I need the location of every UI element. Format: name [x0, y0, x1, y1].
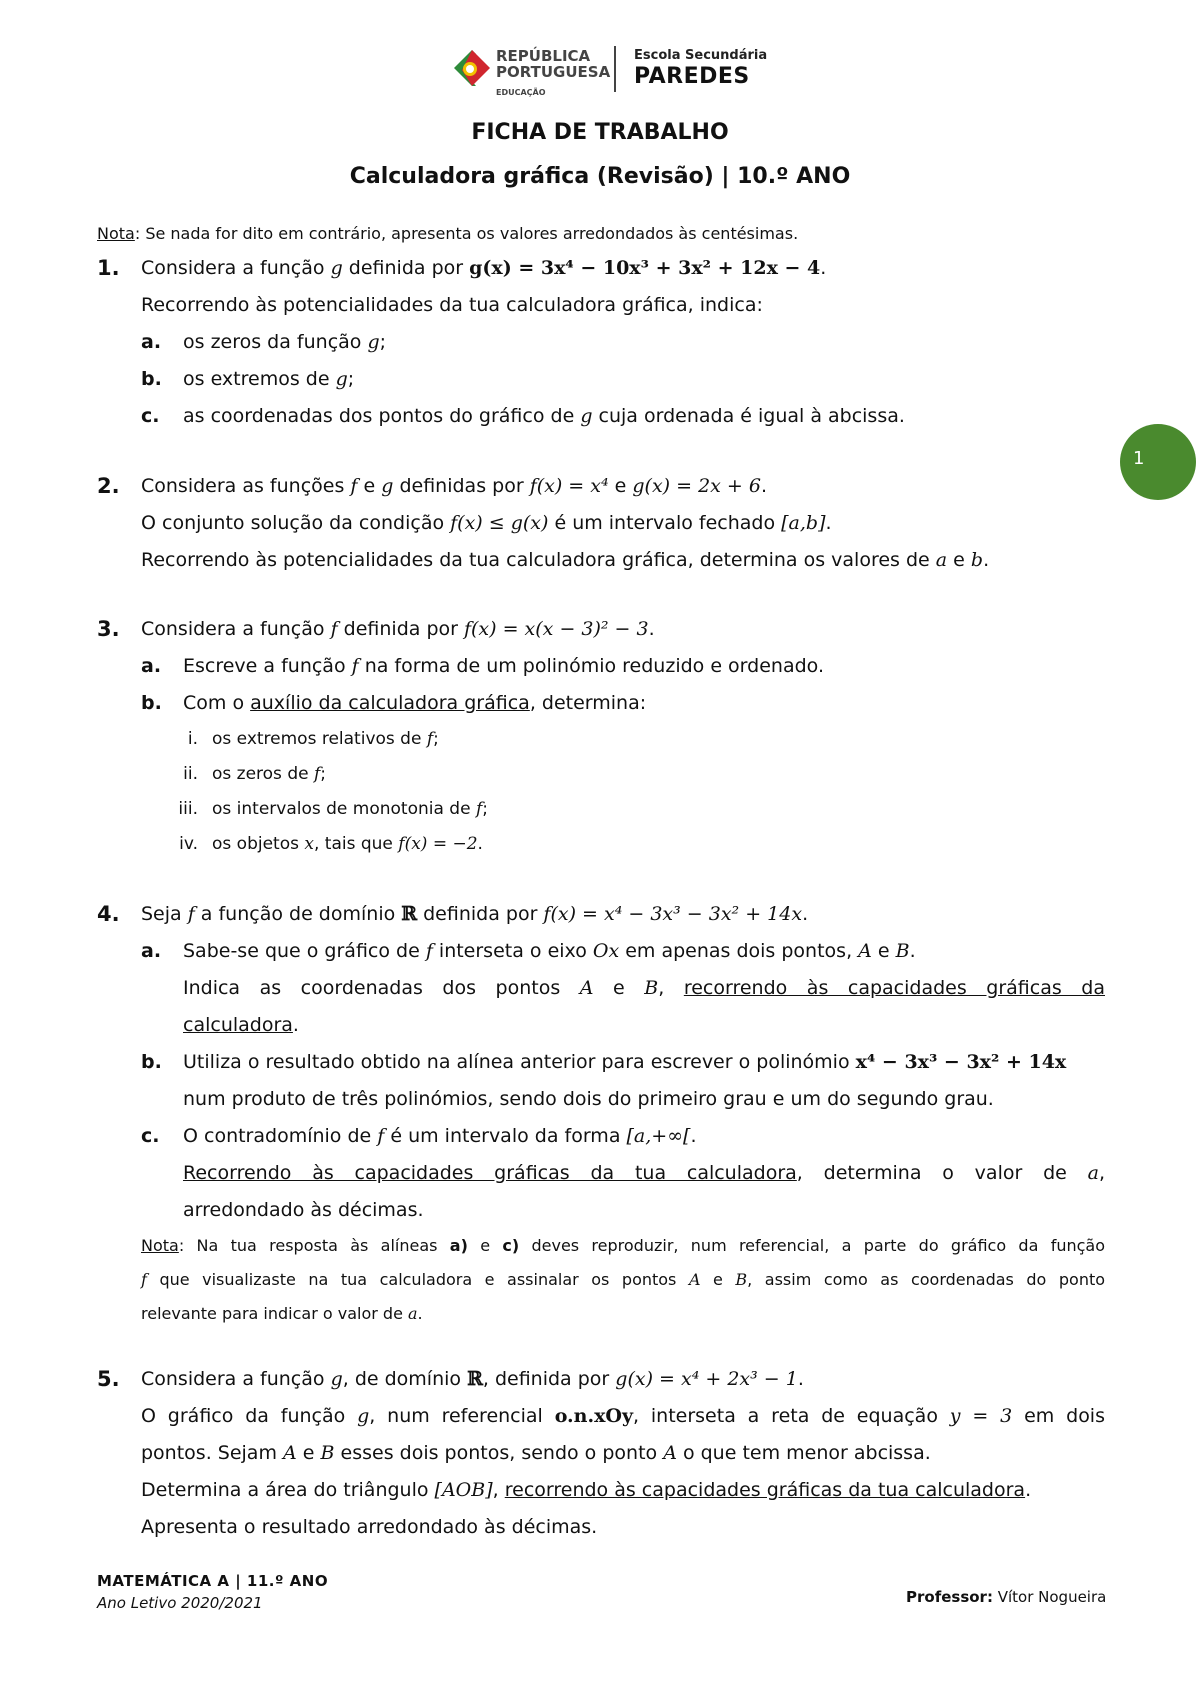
- question-2-line3: Recorrendo às potencialidades da tua calculadora gráfica, determina os valores de a e b.: [141, 549, 990, 571]
- question-1-number: 1.: [97, 256, 120, 280]
- header-logos: [452, 44, 772, 100]
- page-title: FICHA DE TRABALHO: [471, 120, 729, 145]
- q1-b-text: os extremos de g;: [183, 368, 355, 390]
- question-3-statement: Considera a função f definida por f(x) = x(x − 3)² − 3.: [141, 618, 655, 640]
- q4-b-label: b.: [141, 1051, 162, 1073]
- footer-school-year: Ano Letivo 2020/2021: [97, 1594, 263, 1612]
- q4-note-line1: Nota: Na tua resposta às alíneas a) e c) deves reproduzir, num referencial, a parte do gráfico da função: [141, 1236, 1106, 1255]
- q3-a-label: a.: [141, 655, 162, 677]
- question-4-statement: Seja f a função de domínio ℝ definida por f(x) = x⁴ − 3x³ − 3x² + 14x.: [141, 903, 809, 925]
- question-2-line2: O conjunto solução da condição f(x) ≤ g(x) é um intervalo fechado [a,b].: [141, 512, 832, 534]
- q1-a-text: os zeros da função g;: [183, 331, 387, 353]
- q3-i-label: i.: [187, 729, 198, 749]
- question-1-line2: Recorrendo às potencialidades da tua calculadora gráfica, indica:: [141, 294, 763, 316]
- question-2-statement: Considera as funções f e g definidas por f(x) = x⁴ e g(x) = 2x + 6.: [141, 475, 768, 497]
- question-3-number: 3.: [97, 617, 120, 641]
- question-5-number: 5.: [97, 1367, 120, 1391]
- question-5-line4: Determina a área do triângulo [AOB], recorrendo às capacidades gráficas da tua calculadora.: [141, 1479, 1032, 1501]
- question-5-line3: pontos. Sejam A e B esses dois pontos, sendo o ponto A o que tem menor abcissa.: [141, 1442, 931, 1464]
- q3-b-text: Com o auxílio da calculadora gráfica, determina:: [183, 692, 647, 714]
- q4-a-line2: Indica as coordenadas dos pontos A e B, recorrendo às capacidades gráficas da: [183, 977, 1105, 999]
- page-subtitle: Calculadora gráfica (Revisão) | 10.º ANO: [349, 164, 851, 189]
- page-number-badge: 1: [1120, 424, 1196, 500]
- q3-ii-label: ii.: [183, 764, 198, 784]
- q1-b-label: b.: [141, 368, 162, 390]
- q3-iv-label: iv.: [179, 834, 198, 854]
- q3-iii-label: iii.: [178, 799, 198, 819]
- school-name: PAREDES: [634, 64, 750, 89]
- question-1-statement: Considera a função g definida por g(x) = 3x⁴ − 10x³ + 3x² + 12x − 4.: [141, 257, 827, 279]
- q3-ii-text: os zeros de f;: [212, 764, 327, 784]
- question-4-number: 4.: [97, 902, 120, 926]
- question-5-statement: Considera a função g, de domínio ℝ, definida por g(x) = x⁴ + 2x³ − 1.: [141, 1368, 804, 1390]
- q1-a-label: a.: [141, 331, 162, 353]
- q4-c-line2: Recorrendo às capacidades gráficas da tua calculadora, determina o valor de a,: [183, 1162, 1105, 1184]
- question-2-number: 2.: [97, 474, 120, 498]
- portugal-emblem-icon: [452, 48, 492, 88]
- q4-note-line2: f que visualizaste na tua calculadora e assinalar os pontos A e B, assim como as coordenadas do ponto: [141, 1270, 1106, 1289]
- school-type-label: Escola Secundária: [634, 48, 768, 63]
- q3-i-text: os extremos relativos de f;: [212, 729, 439, 749]
- general-note: Nota: Se nada for dito em contrário, apresenta os valores arredondados às centésimas.: [97, 224, 799, 243]
- republic-label: REPÚBLICA PORTUGUESA: [496, 47, 611, 81]
- footer-teacher: Professor: Vítor Nogueira: [906, 1588, 1107, 1606]
- q4-c-text: O contradomínio de f é um intervalo da forma [a,+∞[.: [183, 1125, 697, 1147]
- q3-iii-text: os intervalos de monotonia de f;: [212, 799, 488, 819]
- q4-b-line2: num produto de três polinómios, sendo dois do primeiro grau e um do segundo grau.: [183, 1088, 994, 1110]
- q4-c-line3: arredondado às décimas.: [183, 1199, 424, 1221]
- q4-a-line3: calculadora.: [183, 1014, 299, 1036]
- q4-b-text: Utiliza o resultado obtido na alínea anterior para escrever o polinómio x⁴ − 3x³ − 3x² + 14x: [183, 1051, 1067, 1073]
- question-5-line5: Apresenta o resultado arredondado às décimas.: [141, 1516, 598, 1538]
- footer-subject: MATEMÁTICA A | 11.º ANO: [97, 1572, 329, 1590]
- q3-b-label: b.: [141, 692, 162, 714]
- header-divider: [614, 46, 616, 92]
- q4-a-label: a.: [141, 940, 162, 962]
- q1-c-label: c.: [141, 405, 160, 427]
- q4-note-line3: relevante para indicar o valor de a.: [141, 1304, 423, 1323]
- education-label: EDUCAÇÃO: [496, 88, 546, 97]
- question-5-line2: O gráfico da função g, num referencial o.n.xOy, interseta a reta de equação y = 3 em dois: [141, 1405, 1105, 1427]
- q4-c-label: c.: [141, 1125, 160, 1147]
- q4-a-text: Sabe-se que o gráfico de f interseta o eixo Ox em apenas dois pontos, A e B.: [183, 940, 916, 962]
- q3-a-text: Escreve a função f na forma de um polinómio reduzido e ordenado.: [183, 655, 824, 677]
- q3-iv-text: os objetos x, tais que f(x) = −2.: [212, 834, 483, 854]
- q1-c-text: as coordenadas dos pontos do gráfico de g cuja ordenada é igual à abcissa.: [183, 405, 905, 427]
